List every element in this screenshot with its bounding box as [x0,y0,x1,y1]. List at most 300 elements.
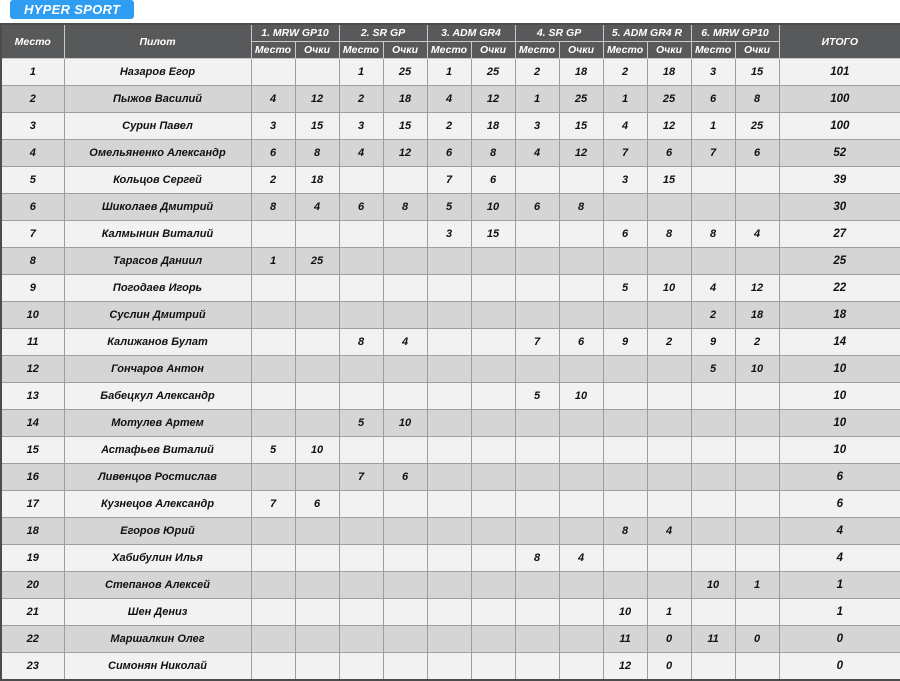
total-points: 101 [779,59,900,86]
result-cell: 3 [603,167,647,194]
result-cell [559,302,603,329]
result-cell [295,599,339,626]
result-cell [383,356,427,383]
result-cell: 5 [515,383,559,410]
result-cell [251,572,295,599]
table-row [1,572,900,599]
result-cell: 7 [691,140,735,167]
result-cell: 12 [295,86,339,113]
result-cell [515,626,559,653]
subheader-place: Место [339,42,383,59]
result-cell [251,653,295,681]
result-cell: 4 [735,221,779,248]
result-cell [295,410,339,437]
result-cell [691,383,735,410]
result-cell [647,383,691,410]
result-cell [427,383,471,410]
result-cell: 6 [559,329,603,356]
total-points: 4 [779,518,900,545]
table-row [1,626,900,653]
result-cell: 8 [471,140,515,167]
result-cell [735,518,779,545]
result-cell [471,329,515,356]
brand-badge [10,0,134,19]
result-cell: 6 [295,491,339,518]
result-cell: 12 [383,140,427,167]
row-place: 18 [1,518,64,545]
pilot-name: Егоров Юрий [64,518,251,545]
pilot-name: Хабибулин Илья [64,545,251,572]
result-cell: 7 [603,140,647,167]
result-cell: 12 [735,275,779,302]
subheader-points: Очки [735,42,779,59]
subheader-points: Очки [471,42,515,59]
result-cell [295,464,339,491]
result-cell [339,437,383,464]
result-cell [691,194,735,221]
row-place: 13 [1,383,64,410]
pilot-name: Калмынин Виталий [64,221,251,248]
result-cell [691,248,735,275]
result-cell [339,518,383,545]
total-points: 0 [779,653,900,681]
result-cell: 8 [339,329,383,356]
result-cell: 12 [603,653,647,681]
result-cell [691,437,735,464]
table-row [1,653,900,681]
subheader-place: Место [691,42,735,59]
result-cell [515,437,559,464]
result-cell: 15 [559,113,603,140]
result-cell: 25 [471,59,515,86]
total-points: 6 [779,464,900,491]
row-place: 5 [1,167,64,194]
subheader-place: Место [603,42,647,59]
result-cell: 10 [691,572,735,599]
pilot-name: Гончаров Антон [64,356,251,383]
result-cell [735,383,779,410]
result-cell: 4 [251,86,295,113]
result-cell [383,491,427,518]
result-cell [427,653,471,681]
pilot-name: Тарасов Даниил [64,248,251,275]
result-cell [427,464,471,491]
table-row [1,59,900,86]
result-cell [251,383,295,410]
result-cell [295,518,339,545]
result-cell: 1 [735,572,779,599]
pilot-name: Омельяненко Александр [64,140,251,167]
total-points: 10 [779,383,900,410]
result-cell: 4 [647,518,691,545]
result-cell [339,221,383,248]
result-cell: 8 [295,140,339,167]
result-cell [647,194,691,221]
result-cell [603,437,647,464]
result-cell [295,545,339,572]
table-row [1,491,900,518]
result-cell: 8 [735,86,779,113]
total-points: 27 [779,221,900,248]
header-place: Место [1,24,64,59]
row-place: 7 [1,221,64,248]
total-points: 30 [779,194,900,221]
result-cell [383,437,427,464]
row-place: 20 [1,572,64,599]
result-cell [471,248,515,275]
table-row [1,86,900,113]
result-cell: 2 [515,59,559,86]
result-cell [559,572,603,599]
result-cell [735,545,779,572]
header-race-6: 6. MRW GP10 [691,24,779,42]
result-cell [735,437,779,464]
total-points: 4 [779,545,900,572]
result-cell [603,464,647,491]
result-cell: 2 [427,113,471,140]
result-cell [735,248,779,275]
result-cell: 0 [647,626,691,653]
result-cell: 10 [295,437,339,464]
row-place: 9 [1,275,64,302]
result-cell [471,383,515,410]
result-cell: 0 [647,653,691,681]
header-race-3: 3. ADM GR4 [427,24,515,42]
pilot-name: Пыжов Василий [64,86,251,113]
result-cell [339,491,383,518]
result-cell [251,329,295,356]
result-cell [471,275,515,302]
result-cell [647,248,691,275]
result-cell: 2 [691,302,735,329]
result-cell: 10 [603,599,647,626]
header-race-5: 5. ADM GR4 R [603,24,691,42]
result-cell [559,491,603,518]
result-cell [647,464,691,491]
pilot-name: Суслин Дмитрий [64,302,251,329]
result-cell [383,167,427,194]
result-cell [691,599,735,626]
brand-badge-label: HYPER SPORT [24,2,121,17]
result-cell [603,194,647,221]
row-place: 16 [1,464,64,491]
result-cell: 25 [735,113,779,140]
result-cell [471,599,515,626]
pilot-name: Бабецкул Александр [64,383,251,410]
result-cell [603,491,647,518]
result-cell: 2 [603,59,647,86]
result-cell [471,545,515,572]
result-cell [559,167,603,194]
row-place: 6 [1,194,64,221]
result-cell [427,410,471,437]
result-cell [735,410,779,437]
table-row [1,140,900,167]
result-cell [339,572,383,599]
total-points: 6 [779,491,900,518]
subheader-place: Место [427,42,471,59]
result-cell: 10 [559,383,603,410]
table-row [1,437,900,464]
result-cell [515,248,559,275]
pilot-name: Степанов Алексей [64,572,251,599]
result-cell: 6 [647,140,691,167]
result-cell: 18 [735,302,779,329]
result-cell [427,545,471,572]
row-place: 14 [1,410,64,437]
result-cell: 3 [339,113,383,140]
result-cell [383,653,427,681]
subheader-points: Очки [383,42,427,59]
result-cell: 18 [559,59,603,86]
header-race-1: 1. MRW GP10 [251,24,339,42]
result-cell [339,545,383,572]
table-row [1,113,900,140]
pilot-name: Кузнецов Александр [64,491,251,518]
result-cell: 2 [339,86,383,113]
table-row [1,221,900,248]
result-cell [603,383,647,410]
pilot-name: Назаров Егор [64,59,251,86]
result-cell [515,167,559,194]
result-cell: 10 [471,194,515,221]
result-cell [515,599,559,626]
result-cell [559,464,603,491]
result-cell [735,167,779,194]
row-place: 2 [1,86,64,113]
result-cell: 4 [603,113,647,140]
result-cell [383,221,427,248]
pilot-name: Астафьев Виталий [64,437,251,464]
result-cell [691,167,735,194]
result-cell: 6 [471,167,515,194]
result-cell [559,599,603,626]
result-cell [339,653,383,681]
result-cell [471,437,515,464]
row-place: 1 [1,59,64,86]
result-cell [515,410,559,437]
result-cell: 18 [471,113,515,140]
pilot-name: Погодаев Игорь [64,275,251,302]
result-cell [647,545,691,572]
result-cell [603,248,647,275]
result-cell: 6 [691,86,735,113]
result-cell: 11 [603,626,647,653]
row-place: 12 [1,356,64,383]
result-cell [251,518,295,545]
result-cell [427,302,471,329]
table-row [1,599,900,626]
result-cell [295,59,339,86]
result-cell: 8 [647,221,691,248]
result-cell [691,464,735,491]
result-cell [515,518,559,545]
result-cell [559,275,603,302]
result-cell: 12 [471,86,515,113]
result-cell [295,329,339,356]
table-row [1,410,900,437]
result-cell [383,572,427,599]
header-total: ИТОГО [779,24,900,59]
result-cell: 8 [383,194,427,221]
result-cell [559,518,603,545]
subheader-place: Место [251,42,295,59]
result-cell [735,491,779,518]
result-cell [515,464,559,491]
result-cell: 5 [339,410,383,437]
result-cell [339,275,383,302]
result-cell: 8 [603,518,647,545]
table-header [1,24,900,59]
result-cell [515,275,559,302]
result-cell [603,356,647,383]
result-cell [251,599,295,626]
result-cell [427,491,471,518]
result-cell [383,275,427,302]
result-cell: 15 [295,113,339,140]
total-points: 39 [779,167,900,194]
pilot-name: Шиколаев Дмитрий [64,194,251,221]
result-cell: 15 [647,167,691,194]
table-row [1,383,900,410]
header-race-2: 2. SR GP [339,24,427,42]
result-cell [735,653,779,681]
result-cell: 10 [383,410,427,437]
result-cell: 1 [603,86,647,113]
result-cell [339,302,383,329]
row-place: 10 [1,302,64,329]
total-points: 100 [779,86,900,113]
result-cell: 5 [691,356,735,383]
result-cell [559,626,603,653]
result-cell [295,221,339,248]
result-cell: 2 [647,329,691,356]
table-row [1,356,900,383]
result-cell: 5 [427,194,471,221]
result-cell: 2 [735,329,779,356]
row-place: 17 [1,491,64,518]
result-cell: 3 [427,221,471,248]
result-cell: 6 [735,140,779,167]
result-cell [295,356,339,383]
result-cell: 1 [339,59,383,86]
result-cell [295,302,339,329]
result-cell [383,545,427,572]
row-place: 23 [1,653,64,681]
result-cell: 9 [603,329,647,356]
total-points: 0 [779,626,900,653]
total-points: 1 [779,599,900,626]
pilot-name: Ливенцов Ростислав [64,464,251,491]
result-cell: 6 [383,464,427,491]
result-cell [471,653,515,681]
result-cell: 6 [251,140,295,167]
table-row [1,194,900,221]
total-points: 100 [779,113,900,140]
result-cell: 25 [295,248,339,275]
result-cell [647,437,691,464]
result-cell: 4 [559,545,603,572]
result-cell: 1 [647,599,691,626]
result-cell [471,626,515,653]
result-cell: 8 [559,194,603,221]
result-cell: 15 [383,113,427,140]
result-cell [471,572,515,599]
table-row [1,518,900,545]
result-cell: 4 [515,140,559,167]
result-cell: 0 [735,626,779,653]
row-place: 19 [1,545,64,572]
row-place: 21 [1,599,64,626]
result-cell: 3 [251,113,295,140]
result-cell [251,464,295,491]
result-cell [251,626,295,653]
result-cell: 4 [691,275,735,302]
pilot-name: Сурин Павел [64,113,251,140]
subheader-points: Очки [295,42,339,59]
result-cell: 25 [383,59,427,86]
pilot-name: Мотулев Артем [64,410,251,437]
result-cell [383,626,427,653]
result-cell [383,599,427,626]
result-cell: 10 [647,275,691,302]
result-cell [251,356,295,383]
result-cell [427,599,471,626]
result-cell: 7 [339,464,383,491]
result-cell: 5 [603,275,647,302]
total-points: 22 [779,275,900,302]
result-cell [559,248,603,275]
standings-table [0,23,900,681]
result-cell: 6 [603,221,647,248]
result-cell [383,248,427,275]
result-cell [471,410,515,437]
total-points: 52 [779,140,900,167]
result-cell [295,275,339,302]
pilot-name: Кольцов Сергей [64,167,251,194]
subheader-points: Очки [647,42,691,59]
result-cell [427,356,471,383]
result-cell [691,410,735,437]
result-cell [251,545,295,572]
result-cell [647,491,691,518]
result-cell [471,491,515,518]
result-cell: 6 [427,140,471,167]
result-cell [427,437,471,464]
result-cell: 12 [559,140,603,167]
pilot-name: Маршалкин Олег [64,626,251,653]
table-row [1,545,900,572]
total-points: 10 [779,410,900,437]
result-cell [251,302,295,329]
result-cell: 12 [647,113,691,140]
result-cell [603,545,647,572]
subheader-place: Место [515,42,559,59]
result-cell: 7 [427,167,471,194]
result-cell [735,194,779,221]
result-cell [427,572,471,599]
result-cell [559,356,603,383]
result-cell: 2 [251,167,295,194]
result-cell: 25 [647,86,691,113]
result-cell [735,464,779,491]
result-cell: 11 [691,626,735,653]
result-cell [647,356,691,383]
result-cell [427,329,471,356]
pilot-name: Калижанов Булат [64,329,251,356]
result-cell: 18 [295,167,339,194]
subheader-points: Очки [559,42,603,59]
